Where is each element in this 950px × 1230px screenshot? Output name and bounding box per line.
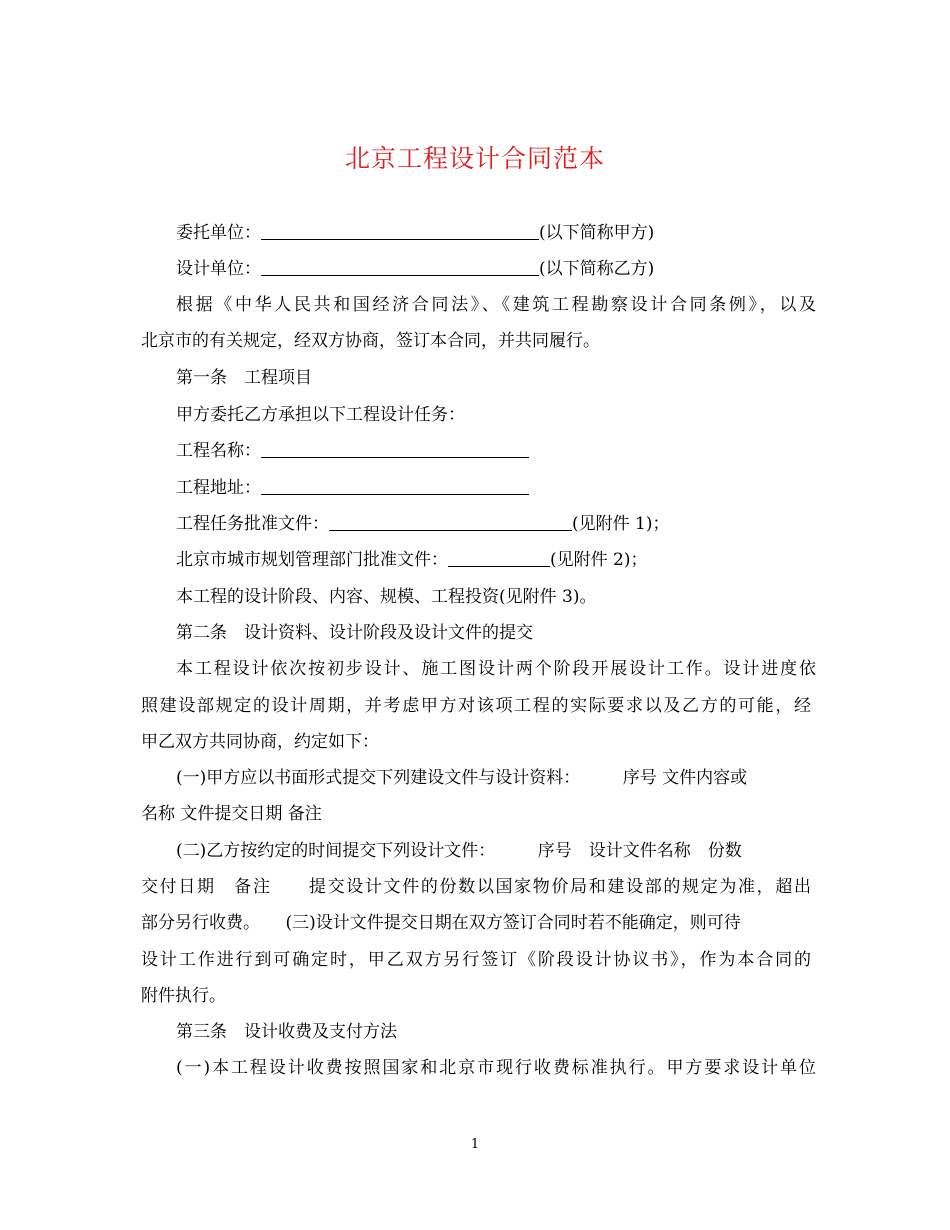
approval-doc-blank — [329, 514, 572, 531]
paragraph-line: 本工程的设计阶段、内容、规模、工程投资(见附件 3)。 — [176, 587, 597, 607]
designer-label: 设计单位： — [176, 259, 261, 279]
project-address-label: 工程地址： — [176, 478, 261, 498]
paragraph-line: 附件执行。 — [141, 986, 226, 1006]
article-heading: 第一条 工程项目 — [176, 368, 312, 388]
designer-note: (以下简称乙方) — [539, 259, 655, 279]
planning-doc-line — [176, 549, 816, 571]
client-note: (以下简称甲方) — [539, 223, 655, 243]
project-address-line — [176, 477, 816, 499]
approval-doc-note: (见附件 1)； — [572, 514, 670, 534]
client-line — [176, 222, 816, 244]
paragraph-line: 甲乙双方共同协商，约定如下： — [141, 732, 379, 752]
client-label: 委托单位： — [176, 223, 261, 243]
planning-doc-label: 北京市城市规划管理部门批准文件： — [176, 550, 448, 570]
paragraph-line: (一)甲方应以书面形式提交下列建设文件与设计资料： 序号 文件内容或 — [176, 768, 748, 788]
project-name-blank — [261, 441, 529, 458]
paragraph-line: 北京市的有关规定，经双方协商，签订本合同，并共同履行。 — [141, 331, 600, 351]
article-heading: 第二条 设计资料、设计阶段及设计文件的提交 — [176, 623, 533, 643]
paragraph-line: 名称 文件提交日期 备注 — [141, 804, 322, 824]
planning-doc-note: (见附件 2)； — [550, 550, 648, 570]
document-title: 北京工程设计合同范本 — [344, 144, 605, 173]
planning-doc-blank — [448, 550, 550, 567]
paragraph-line: 部分另行收费。 (三)设计文件提交日期在双方签订合同时若不能确定，则可待 — [141, 913, 741, 933]
paragraph-line: 甲方委托乙方承担以下工程设计任务： — [176, 405, 465, 425]
designer-blank — [261, 259, 539, 276]
client-blank — [261, 223, 539, 240]
paragraph-line: 照建设部规定的设计周期，并考虑甲方对该项工程的实际要求以及乙方的可能，经 — [141, 696, 811, 716]
paragraph-line: 本工程设计依次按初步设计、施工图设计两个阶段开展设计工作。设计进度依 — [176, 659, 816, 679]
page-number: 1 — [470, 1137, 480, 1152]
paragraph-line: 交付日期 备注 提交设计文件的份数以国家物价局和建设部的规定为准，超出 — [141, 877, 811, 897]
paragraph-line: (二)乙方按约定的时间提交下列设计文件： 序号 设计文件名称 份数 — [176, 841, 742, 861]
approval-doc-label: 工程任务批准文件： — [176, 514, 329, 534]
project-address-blank — [261, 478, 529, 495]
project-name-line — [176, 440, 816, 462]
designer-line — [176, 258, 816, 280]
paragraph-line: (一)本工程设计收费按照国家和北京市现行收费标准执行。甲方要求设计单位 — [176, 1058, 816, 1078]
paragraph-line: 设计工作进行到可确定时，甲乙双方另行签订《阶段设计协议书》，作为本合同的 — [141, 950, 811, 970]
paragraph-line: 根据《中华人民共和国经济合同法》、《建筑工程勘察设计合同条例》，以及 — [176, 295, 816, 315]
article-heading: 第三条 设计收费及支付方法 — [176, 1022, 397, 1042]
project-name-label: 工程名称： — [176, 441, 261, 461]
approval-doc-line — [176, 513, 816, 535]
